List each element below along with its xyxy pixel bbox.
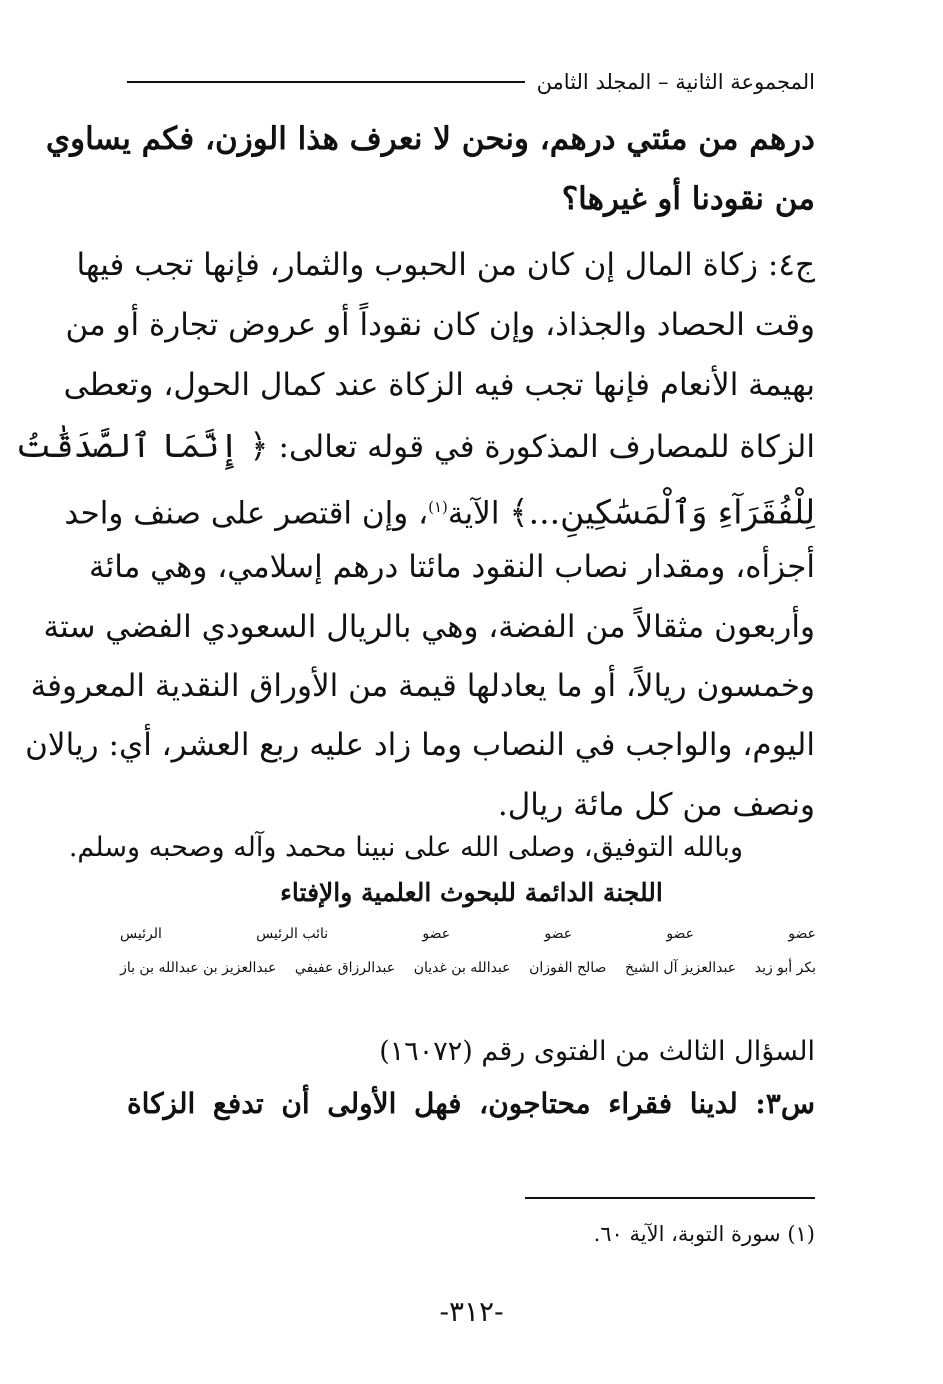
signatory-name: بكر أبو زيد bbox=[754, 960, 816, 976]
footnote: (١) سورة التوبة، الآية ٦٠. bbox=[593, 1222, 815, 1246]
signatory-name: عبدالرزاق عفيفي bbox=[294, 960, 396, 976]
answer-line-10: ونصف من كل مائة ريال. bbox=[497, 787, 815, 823]
signatory-role: عضو bbox=[544, 926, 573, 942]
signatory-role: عضو bbox=[788, 926, 816, 942]
closing-prayer: وبالله التوفيق، وصلى الله على نبينا محمد وآله وصحبه وسلم. bbox=[68, 832, 743, 863]
running-header bbox=[127, 62, 815, 102]
footnote-reference: (١) bbox=[428, 498, 448, 516]
signatory-name: عبدالعزيز بن عبدالله بن باز bbox=[120, 960, 277, 976]
signatory-name: صالح الفوزان bbox=[529, 960, 607, 976]
header-title: المجموعة الثانية – المجلد الثامن bbox=[536, 70, 815, 94]
signatory-role: الرئيس bbox=[120, 926, 162, 942]
quran-verse-start: ﴿ إِنَّمَا ٱلصَّدَقَٰتُ bbox=[15, 426, 269, 465]
answer-line-2: وقت الحصاد والجذاذ، وإن كان نقوداً أو عروض تجارة أو من bbox=[65, 307, 815, 343]
answer-line-3: بهيمة الأنعام فإنها تجب فيه الزكاة عند كمال الحول، وتعطى bbox=[63, 367, 815, 403]
footnote-rule bbox=[525, 1197, 815, 1199]
answer-line-6: أجزأه، ومقدار نصاب النقود مائتا درهم إسلامي، وهي مائة bbox=[89, 549, 815, 585]
answer-line-5 bbox=[64, 478, 815, 536]
aya-label: الآية bbox=[447, 495, 500, 532]
answer-line-8: وخمسون ريالاً، أو ما يعادلها قيمة من الأوراق النقدية المعروفة bbox=[30, 668, 815, 704]
signatory-roles bbox=[120, 926, 816, 942]
next-question-title: السؤال الثالث من الفتوى رقم (١٦٠٧٢) bbox=[379, 1036, 815, 1067]
answer-line-5-text: ، وإن اقتصر على صنف واحد bbox=[64, 495, 429, 532]
answer-line-4 bbox=[15, 417, 815, 475]
signatory-name: عبدالعزيز آل الشيخ bbox=[625, 960, 737, 976]
answer-line-1: ج٤: زكاة المال إن كان من الحبوب والثمار، فإنها تجب فيها bbox=[76, 247, 815, 283]
signatory-names bbox=[120, 960, 816, 976]
header-rule bbox=[127, 81, 525, 83]
signatory-name: عبدالله بن غديان bbox=[413, 960, 511, 976]
answer-line-7: وأربعون مثقالاً من الفضة، وهي بالريال السعودي الفضي ستة bbox=[43, 609, 815, 645]
committee-name: اللجنة الدائمة للبحوث العلمية والإفتاء bbox=[280, 878, 663, 907]
next-question-text: س٣: لدينا فقراء محتاجون، فهل الأولى أن تدفع الزكاة bbox=[127, 1087, 815, 1120]
signatory-role: عضو bbox=[422, 926, 451, 942]
quran-verse-end: لِلْفُقَرَآءِ وَٱلْمَسَٰكِينِ...﴾ bbox=[509, 492, 815, 532]
signatory-role: نائب الرئيس bbox=[256, 926, 329, 942]
answer-line-4-text: الزكاة للمصارف المذكورة في قوله تعالى: bbox=[278, 429, 815, 465]
question-line-2: من نقودنا أو غيرها؟ bbox=[561, 181, 815, 217]
page-number: -٣١٢- bbox=[439, 1295, 504, 1328]
answer-line-9: اليوم، والواجب في النصاب وما زاد عليه ربع العشر، أي: ريالان bbox=[25, 727, 815, 763]
signatory-role: عضو bbox=[666, 926, 695, 942]
question-line-1: درهم من مئتي درهم، ونحن لا نعرف هذا الوزن، فكم يساوي bbox=[45, 121, 815, 157]
